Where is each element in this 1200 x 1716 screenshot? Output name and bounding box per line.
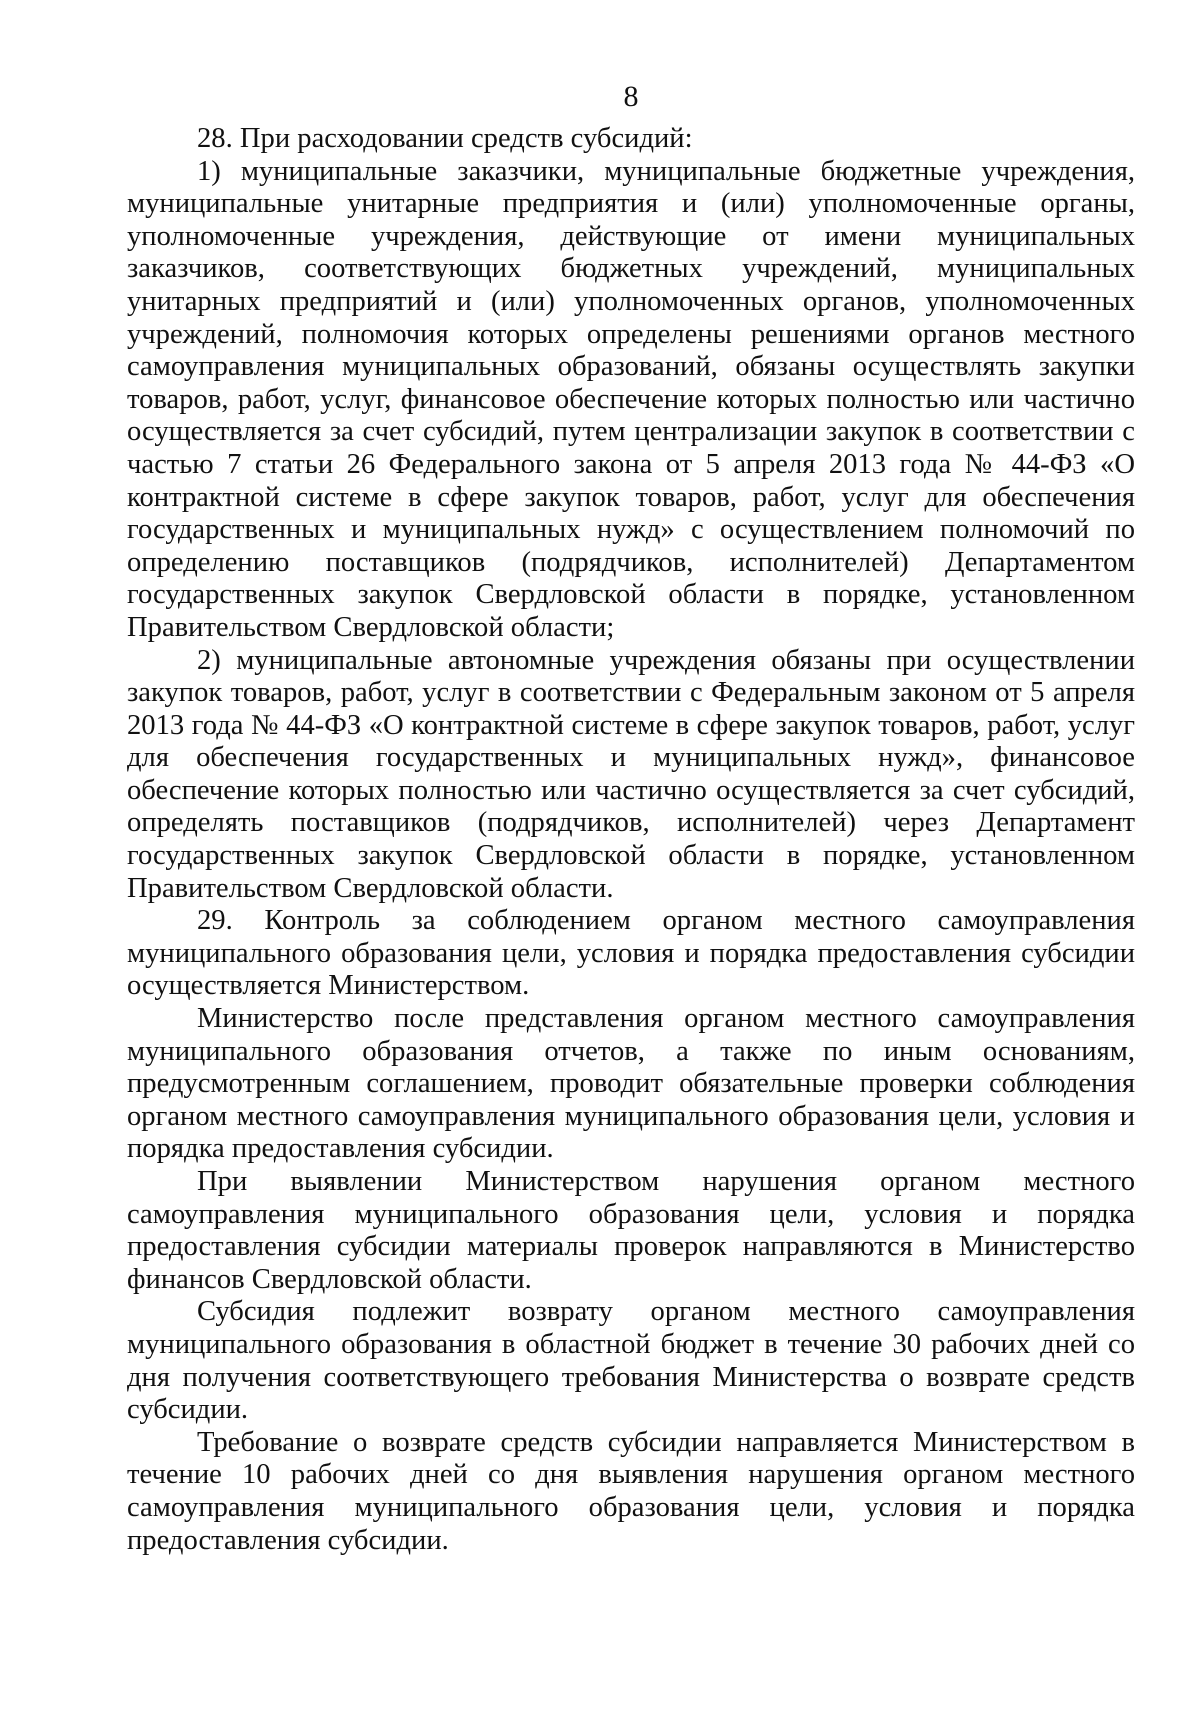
paragraph-28-item-2: 2) муниципальные автономные учреждения обязаны при осуществлении закупок товаров, работ, услуг в соответствии с Федеральным законом от 5 апреля 2013 года № 44-ФЗ «О контрактной системе в сфере закупок товаров, работ, услуг для обеспечения государственных и муниципальных нужд», финансовое обеспечение которых полностью или частично осуществляется за счет субсидий, определять поставщиков (подрядчиков, исполнителей) через Департамент государственных закупок Свердловской области в порядке, установленном Правительством Свердловской области. (127, 644, 1135, 904)
page-number: 8 (623, 80, 639, 113)
document-body (127, 123, 1135, 1557)
paragraph-violations: При выявлении Министерством нарушения органом местного самоуправления муниципального образования цели, условия и порядка предоставления субсидии материалы проверок направляются в Министерство финансов Свердловской области. (127, 1166, 1135, 1295)
paragraph-28-item-1: 1) муниципальные заказчики, муниципальные бюджетные учреждения, муниципальные унитарные предприятия и (или) уполномоченные органы, уполномоченные учреждения, действующие от имени муниципальных заказчиков, соответствующих бюджетных учреждений, муниципальных унитарных предприятий и (или) уполномоченных органов, уполномоченных учреждений, полномочия которых определены решениями органов местного самоуправления муниципальных образований, обязаны осуществлять закупки товаров, работ, услуг, финансовое обеспечение которых полностью или частично осуществляется за счет субсидий, путем централизации закупок в соответствии с частью 7 статьи 26 Федерального закона от 5 апреля 2013 года № 44-ФЗ «О контрактной системе в сфере закупок товаров, работ, услуг для обеспечения государственных и муниципальных нужд» с осуществлением полномочий по определению поставщиков (подрядчиков, исполнителей) Департаментом государственных закупок Свердловской области в порядке, установленном Правительством Свердловской области; (127, 155, 1135, 643)
paragraph-28-heading: 28. При расходовании средств субсидий: (197, 123, 693, 154)
paragraph-refund: Субсидия подлежит возврату органом местного самоуправления муниципального образования в областной бюджет в течение 30 рабочих дней со дня получения соответствующего требования Министерства о возврате средств субсидии. (127, 1296, 1135, 1426)
paragraph-refund-demand: Требование о возврате средств субсидии направляется Министерством в течение 10 рабочих дней со дня выявления нарушения органом местного самоуправления муниципального образования цели, условия и порядка предоставления субсидии. (127, 1426, 1135, 1556)
paragraph-inspections: Министерство после представления органом местного самоуправления муниципального образования отчетов, а также по иным основаниям, предусмотренным соглашением, проводит обязательные проверки соблюдения органом местного самоуправления муниципального образования цели, условия и порядка предоставления субсидии. (127, 1003, 1135, 1165)
paragraph-29: 29. Контроль за соблюдением органом местного самоуправления муниципального образования цели, условия и порядка предоставления субсидии осуществляется Министерством. (127, 905, 1135, 1002)
